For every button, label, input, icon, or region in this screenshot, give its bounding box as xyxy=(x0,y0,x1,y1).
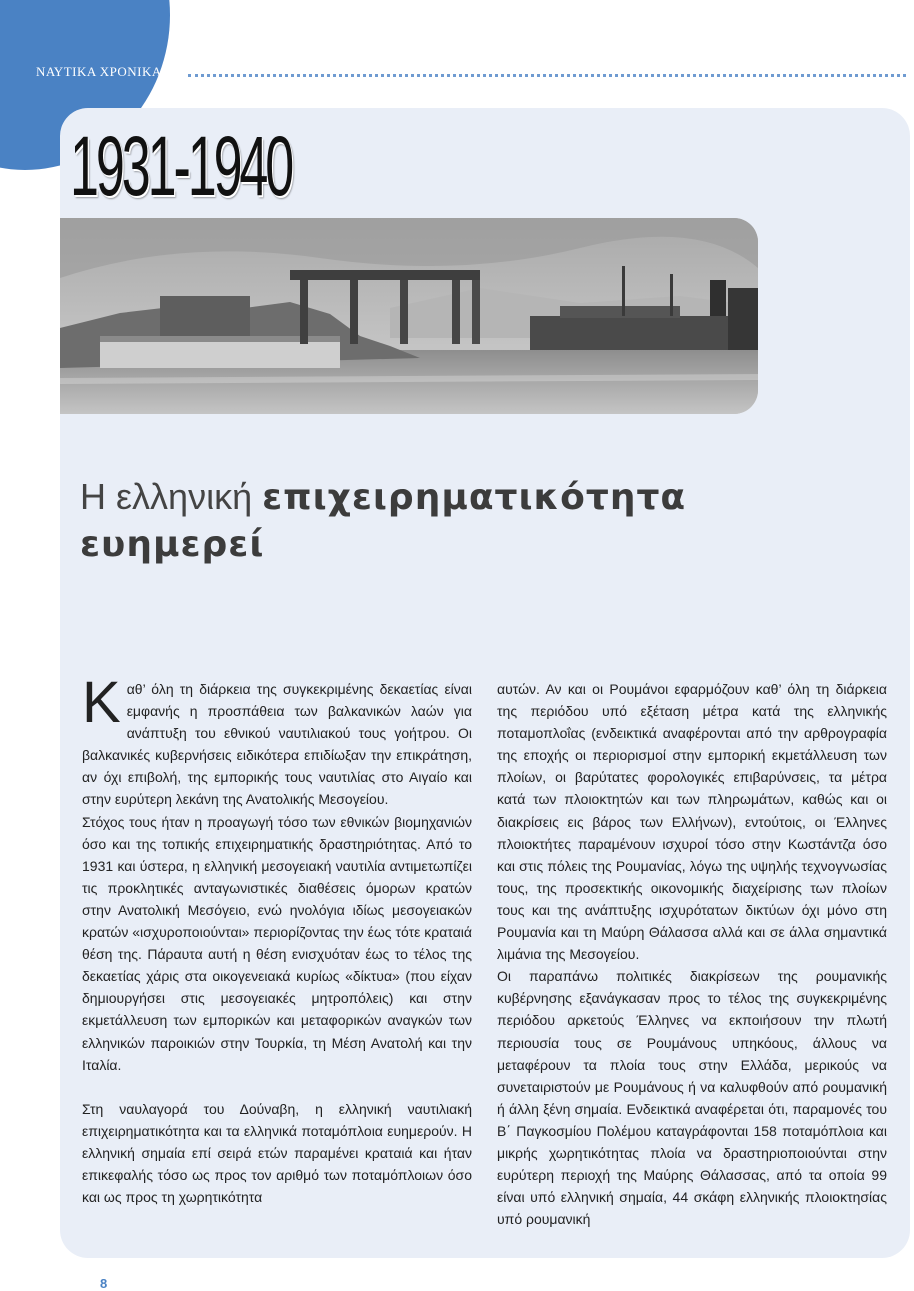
section-label: ΝΑΥΤΙΚΑ ΧΡΟΝΙΚΑ xyxy=(36,64,162,79)
headline-part-3: ευημερεί xyxy=(80,524,265,565)
article-column-left xyxy=(82,670,472,1208)
harbor-photo xyxy=(60,218,758,414)
paragraph: Στόχος τους ήταν η προαγωγή τόσο των εθνικών βιομηχανιών όσο και της τοπικής επιχειρηματικής δραστηριότητας. Από το 1931 και ύστερα, η ελληνική μεσογειακή ναυτιλία αντιμετωπίζει τις προκλητικές ανταγωνιστικές διαθέσεις όμορων κρατών στην Ανατολική Μεσόγειο, ενώ ηνολόγια ιδίως μεσογειακών κρατών «ισχυροποιούνται» περιορίζοντας την έως τότε κραταιά θέση της. Πάραυτα αυτή η θέση ενισχυόταν έως το τέλος της δεκαετίας χάρις στα οικογενειακά κυρίως «δίκτυα» (που είχαν δημιουργήσει στις μεσογειακές μητροπόλεις) και στην εκμετάλλευση των εμπορικών και μεταφορικών αναγκών των ελληνικών παροικιών στην Τουρκία, τη Μέση Ανατολή και την Ιταλία. xyxy=(82,813,472,1073)
article-headline xyxy=(80,474,760,568)
paragraph: αυτών. Αν και οι Ρουμάνοι εφαρμόζουν καθ’ όλη τη διάρκεια της περιόδου υπό εξέταση μέτρα κατά της ελληνικής ποταμοπλοΐας (ενδεικτικά αναφέρονται από την αρθρογραφία της εποχής οι περιορισμοί στην εμπορική εκμετάλλευση των πλοίων, οι βαρύτατες φορολογικές επιβαρύνσεις, τα μέτρα κατά των πλοιοκτητών και των πληρωμάτων, καθώς και οι διακρίσεις εις βάρος των Ελλήνων), εντούτοις, οι Έλληνες πλοιοκτήτες παραμένουν ισχυροί τόσο στην Κωστάντζα όσο και στις πόλεις της Ρουμανίας, λόγω της υψηλής τεχνογνωσίας τους, της προσεκτικής οικονομικής διαχείρισης των πλοίων τους και της ανάπτυξης ισχυρότατων δικτύων όχι μόνο στη Ρουμανία και τη Μαύρη Θάλασσα αλλά και σε άλλα σημαντικά λιμάνια της Μεσογείου. xyxy=(497,681,887,963)
drop-cap: Κ xyxy=(82,670,121,735)
paragraph-gap xyxy=(82,1076,472,1098)
paragraph xyxy=(82,670,472,811)
dotted-divider xyxy=(188,74,906,77)
paragraph-text: αθ’ όλη τη διάρκεια της συγκεκριμένης δεκαετίας είναι εμφανής η προσπάθεια των βαλκανικών λαών για ανάπτυξη του εθνικού ναυτιλιακού τους γοήτρου. Οι βαλκανικές κυβερνήσεις ειδικότερα επιδίωξαν την επικράτηση, αν όχι επιβολή, της εμπορικής τους ναυτιλίας στο Αιγαίο και στην ευρύτερη λεκάνη της Ανατολικής Μεσογείου. xyxy=(82,681,472,808)
decade-title: 1931-1940 xyxy=(70,119,292,213)
headline-part-1: Η ελληνική xyxy=(80,476,263,517)
headline-part-2: επιχειρηματικότητα xyxy=(262,477,687,518)
article-column-right xyxy=(497,678,887,1230)
paragraph: Στη ναυλαγορά του Δούναβη, η ελληνική ναυτιλιακή επιχειρηματικότητα και τα ελληνικά ποταμόπλοια ευημερούν. Η ελληνική σημαία επί σειρά ετών παραμένει κραταιά και ήταν επικεφαλής τόσο ως προς τον αριθμό των ποταμόπλοιων όσο και ως προς τη χωρητικότητα xyxy=(82,1100,472,1206)
paragraph: Οι παραπάνω πολιτικές διακρίσεων της ρουμανικής κυβέρνησης εξανάγκασαν προς το τέλος της συγκεκριμένης περιόδου αρκετούς Έλληνες να εκποιήσουν την πλωτή περιουσία τους σε Ρουμάνους υπηκόους, άλλους να μεταφέρουν τα πλοία τους στην Ελλάδα, μερικούς να συνεταιριστούν με Ρουμάνους ή να καλυφθούν από ρουμανική ή άλλη ξένη σημαία. Ενδεικτικά αναφέρεται ότι, παραμονές του Β΄ Παγκοσμίου Πολέμου καταγράφονται 158 ποταμόπλοια και μικρής χωρητικότητας πλοία να δραστηριοποιούνται στην ευρύτερη περιοχή της Μαύρης Θάλασσας, από τα οποία 99 είναι υπό ελληνική σημαία, 44 σκάφη ελληνικής πλοιοκτησίας υπό ρουμανική xyxy=(497,968,887,1228)
page-number: 8 xyxy=(100,1276,108,1291)
harbor-photo-image xyxy=(60,218,758,414)
